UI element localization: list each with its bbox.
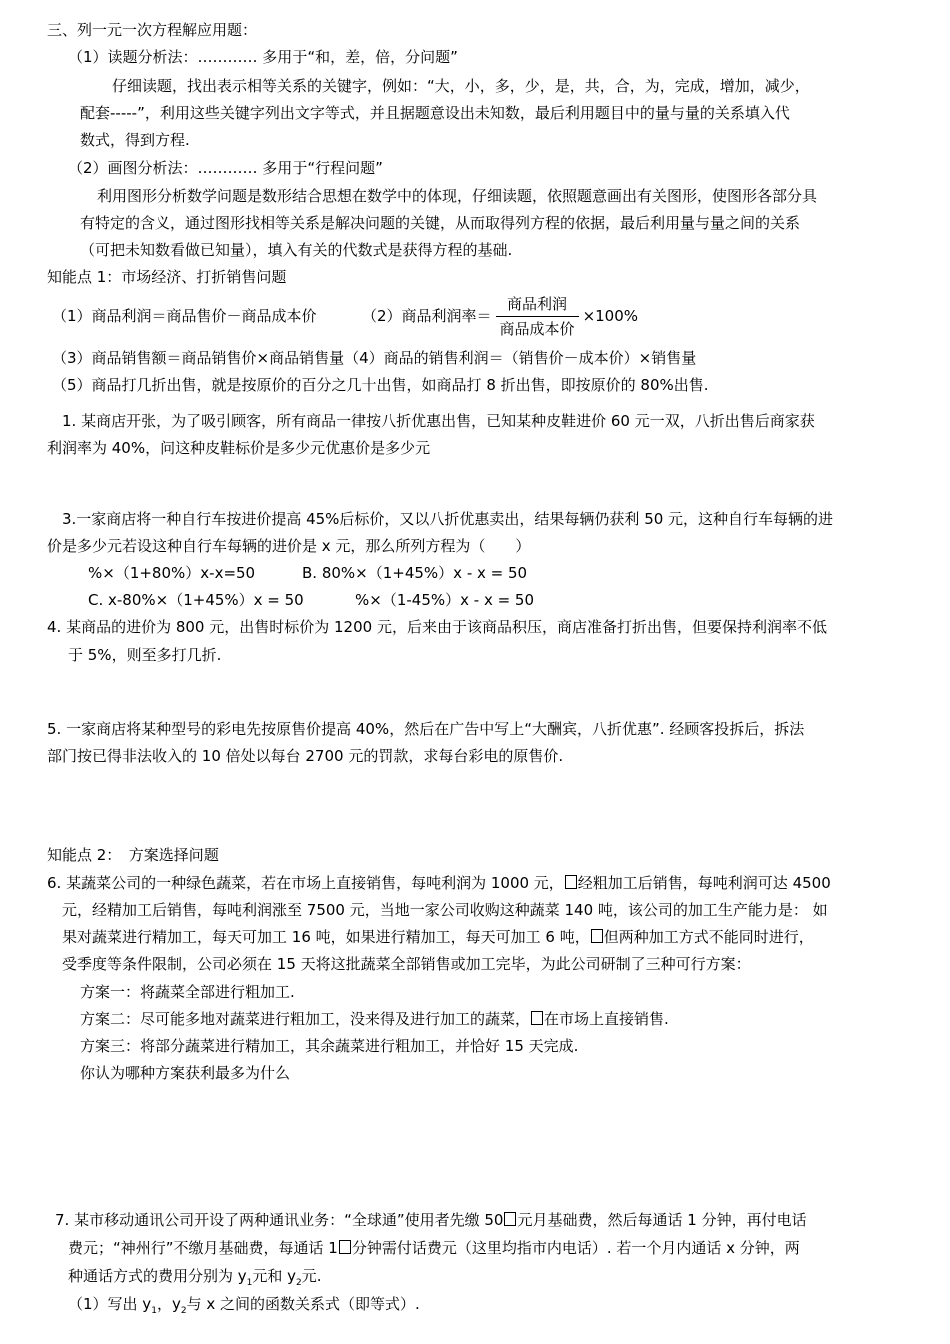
q7-line2: [68, 1238, 800, 1258]
q7-line2-a: 费元；“神州行”不缴月基础费，每通话 1: [68, 1239, 338, 1257]
placeholder-box: [504, 1212, 516, 1226]
q6-plan2-b: 在市场上直接销售.: [544, 1010, 669, 1028]
q5-line2: 部门按已得非法收入的 10 倍处以每台 2700 元的罚款，求每台彩电的原售价.: [47, 747, 564, 765]
formula-2: [362, 293, 638, 340]
q7-line1-b: 元月基础费，然后每通话 1 分钟，再付电话: [517, 1211, 807, 1229]
subscript-2: 2: [296, 1278, 302, 1288]
q7-sub1: [68, 1294, 420, 1321]
q7-sub1-b: ，y: [156, 1295, 181, 1313]
q6-plan2-a: 方案二：尽可能多地对蔬菜进行粗加工，没来得及进行加工的蔬菜，: [80, 1010, 531, 1028]
q6-line2: 元，经精加工后销售，每吨利润涨至 7500 元，当地一家公司收购这种蔬菜 140 吨，该公司的加工生产能力是： 如: [62, 901, 828, 919]
formula-2-suffix: ×100%: [582, 307, 639, 325]
q7-line3-b: 元和 y: [252, 1267, 297, 1285]
method1-line1: 仔细读题，找出表示相等关系的关键字，例如：“大，小，多，少，是，共，合，为，完成，增加，减少，: [112, 77, 810, 95]
subscript-1: 1: [151, 1306, 157, 1316]
method2-line2: 有特定的含义，通过图形找相等关系是解决问题的关键，从而取得列方程的依据，最后利用量与量之间的关系: [80, 214, 801, 232]
q5-line1: 5. 一家商店将某种型号的彩电先按原售价提高 40%，然后在广告中写上“大酬宾，八折优惠”. 经顾客投拆后，拆法: [47, 720, 805, 738]
subscript-1: 1: [246, 1278, 253, 1288]
q6-plan3: 方案三：将部分蔬菜进行精加工，其余蔬菜进行粗加工，并恰好 15 天完成.: [80, 1037, 579, 1055]
method1-line2: 配套-----”，利用这些关键字列出文字等式，并且据题意设出未知数，最后利用题目中的量与量的关系填入代: [80, 104, 790, 122]
placeholder-box: [339, 1240, 351, 1254]
q6-plan1: 方案一：将蔬菜全部进行粗加工.: [80, 983, 295, 1001]
q6-line3-a: 果对蔬菜进行精加工，每天可加工 16 吨，如果进行精加工，每天可加工 6 吨，: [62, 928, 590, 946]
q7-sub1-c: 与 x 之间的函数关系式（即等式）.: [186, 1295, 420, 1313]
q7-line1-a: 7. 某市移动通讯公司开设了两种通讯业务：“全球通”使用者先缴 50: [55, 1211, 504, 1229]
fraction: [496, 293, 579, 340]
section-title: 三、列一元一次方程解应用题：: [47, 21, 258, 39]
q3-option-a: %×（1+80%）x-x=50: [88, 564, 256, 582]
formula-3: （3）商品销售额＝商品销售价×商品销售量（4）商品的销售利润＝（销售价－成本价）×销售量: [52, 349, 697, 367]
method2-line3: （可把未知数看做已知量），填入有关的代数式是获得方程的基础.: [80, 241, 513, 259]
q4-line2: 于 5%，则至多打几折.: [68, 646, 222, 664]
kp2-title: 知能点 2： 方案选择问题: [47, 846, 219, 864]
q1-line1: 1. 某商店开张，为了吸引顾客，所有商品一律按八折优惠出售，已知某种皮鞋进价 60 元一双，八折出售后商家获: [62, 412, 815, 430]
formula-5: （5）商品打几折出售，就是按原价的百分之几十出售，如商品打 8 折出售，即按原价的 80%出售.: [52, 376, 709, 394]
method2-title: （2）画图分析法：………… 多用于“行程问题”: [68, 159, 383, 177]
q7-line1: [55, 1210, 807, 1230]
q3-option-b: B. 80%×（1+45%）x - x = 50: [302, 564, 528, 582]
q6-line1-b: 经粗加工后销售，每吨利润可达 4500: [577, 874, 831, 892]
q7-line3: [68, 1266, 322, 1293]
placeholder-box: [531, 1011, 543, 1025]
method1-title: （1）读题分析法：………… 多用于“和，差，倍，分问题”: [68, 48, 458, 66]
q6-line3-b: 但两种加工方式不能同时进行，: [603, 928, 814, 946]
q6-line3: [62, 927, 814, 947]
subscript-2: 2: [180, 1306, 187, 1316]
fraction-numerator: 商品利润: [496, 293, 579, 317]
formula-1: （1）商品利润＝商品售价－商品成本价: [52, 307, 317, 325]
method1-line3: 数式，得到方程.: [80, 131, 190, 149]
q3-option-c: C. x-80%×（1+45%）x = 50: [88, 591, 304, 609]
q1-line2: 利润率为 40%，问这种皮鞋标价是多少元优惠价是多少元: [47, 439, 431, 457]
q6-line1: [47, 873, 831, 893]
placeholder-box: [565, 875, 577, 889]
q7-line3-c: 元.: [301, 1267, 322, 1285]
q3-line1: 3.一家商店将一种自行车按进价提高 45%后标价，又以八折优惠卖出，结果每辆仍获利 50 元，这种自行车每辆的进: [62, 510, 834, 528]
q3-option-d: %×（1-45%）x - x = 50: [355, 591, 535, 609]
q3-line2: 价是多少元若设这种自行车每辆的进价是 x 元，那么所列方程为（ ）: [47, 537, 531, 555]
q6-question: 你认为哪种方案获利最多为什么: [80, 1064, 291, 1082]
method2-line1: 利用图形分析数学问题是数形结合思想在数学中的体现，仔细读题，依照题意画出有关图形，使图形各部分具: [97, 187, 818, 205]
q4-line1: 4. 某商品的进价为 800 元，出售时标价为 1200 元，后来由于该商品积压，商店准备打折出售，但要保持利润率不低: [47, 618, 827, 636]
q6-line1-a: 6. 某蔬菜公司的一种绿色蔬菜，若在市场上直接销售，每吨利润为 1000 元，: [47, 874, 564, 892]
q6-line4: 受季度等条件限制，公司必须在 15 天将这批蔬菜全部销售或加工完毕，为此公司研制了三种可行方案：: [62, 955, 751, 973]
q6-plan2: [80, 1009, 669, 1029]
fraction-denominator: 商品成本价: [499, 320, 575, 338]
formula-2-prefix: （2）商品利润率＝: [362, 307, 492, 325]
q7-line3-a: 种通话方式的费用分别为 y: [68, 1267, 247, 1285]
placeholder-box: [591, 929, 603, 943]
kp1-title: 知能点 1：市场经济、打折销售问题: [47, 268, 287, 286]
q7-line2-b: 分钟需付话费元（这里均指市内电话）. 若一个月内通话 x 分钟，两: [351, 1239, 800, 1257]
q7-sub1-a: （1）写出 y: [68, 1295, 152, 1313]
